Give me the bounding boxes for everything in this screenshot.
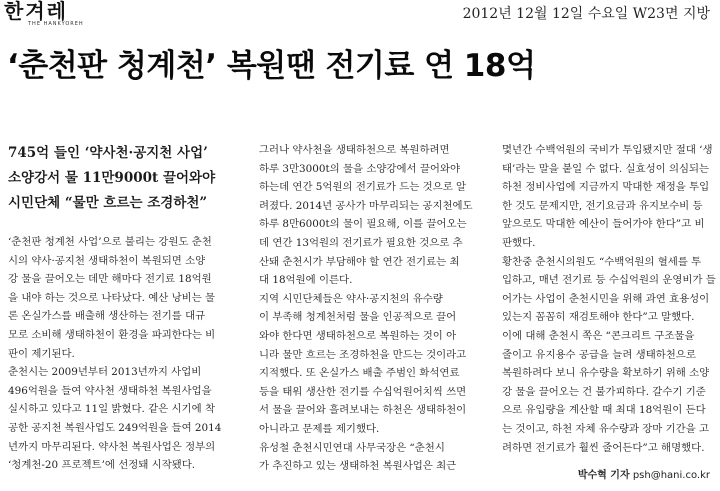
dateline: 2012년 12월 12일 수요일 W23면 지방 xyxy=(462,6,710,22)
byline-author: 박수혁 기자 xyxy=(577,470,630,481)
newspaper-logo xyxy=(4,1,124,31)
body-line: 496억원을 들여 약사천 생태하천 복원사업을 xyxy=(8,384,212,397)
body-line: 공한 공지천 복원사업도 249억원을 들여 2014 xyxy=(8,421,222,434)
body-line: 을 내야 하는 것으로 나타났다. 예산 낭비는 물 xyxy=(8,291,216,304)
body-line: 앞으로도 막대한 예산이 들어가야 한다”고 비 xyxy=(502,218,705,231)
body-line: 시의 약사·공지천 생태하천이 복원되면 소양 xyxy=(8,254,206,267)
body-line: 실시하고 있다고 11일 밝혔다. 같은 시기에 착 xyxy=(8,403,215,416)
body-line: 판했다. xyxy=(502,236,536,249)
body-line: 황찬중 춘천시의원도 “수백억원의 혈세를 투 xyxy=(502,255,702,268)
logo-subtitle: THE HANKYOREH xyxy=(28,21,84,27)
body-line: 서 물을 끌어와 흘려보내는 하천은 생태하천이 xyxy=(259,404,467,417)
subhead-line: 시민단체 “물만 흐르는 조경하천” xyxy=(8,195,208,211)
body-line: 복원하려다 보니 유수량을 확보하기 위해 소양 xyxy=(502,367,710,380)
body-line: 대 18억원에 이른다. xyxy=(259,274,353,287)
body-line: 론 온실가스를 배출해 생산하는 전기를 대규 xyxy=(8,310,206,323)
body-line: 하는데 연간 5억원의 전기료가 드는 것으로 알 xyxy=(259,181,467,194)
body-line: 가 추진하고 있는 생태하천 복원사업은 최근 xyxy=(259,460,457,473)
body-line: 이에 대해 춘천시 쪽은 “콘크리트 구조물을 xyxy=(502,329,695,342)
body-line: 강 물을 끌어오는 데만 해마다 전기료 18억원 xyxy=(8,273,212,286)
body-line: 한 것도 문제지만, 전기요금과 유지보수비 등 xyxy=(502,199,703,212)
subhead-line: 소양강서 물 11만9000t 끌어와야 xyxy=(8,170,216,186)
body-line: 유성철 춘천시민연대 사무국장은 “춘천시 xyxy=(259,441,445,454)
headline: ‘춘천판 청계천’ 복원땐 전기료 연 18억 xyxy=(7,48,536,84)
subheadline xyxy=(8,141,246,216)
body-line: 판이 제기된다. xyxy=(8,347,75,360)
body-line: 태’라는 말을 붙일 수 없다. 실효성이 의심되는 xyxy=(502,162,710,175)
article-column-1 xyxy=(8,233,234,475)
body-line: 이 부족해 청계천처럼 물을 인공적으로 끌어 xyxy=(259,311,457,324)
body-line: 그러나 약사천을 생태하천으로 복원하려면 xyxy=(259,144,450,156)
body-line: 려졌다. 2014년 공사가 마무리되는 공지천에도 xyxy=(259,199,473,212)
body-line: 니라 물만 흐르는 조경하천을 만드는 것이라고 xyxy=(259,348,467,361)
body-line: 려하면 전기료가 훨씬 줄어든다”고 해명했다. xyxy=(502,441,705,454)
body-line: 하루 8만6000t의 물이 필요해, 이를 끌어오는 xyxy=(259,218,467,231)
body-line: 줄이고 유지용수 공급을 늘려 생태하천으로 xyxy=(502,348,696,361)
body-line: 지적했다. 또 온실가스 배출 주범인 화석연료 xyxy=(259,367,460,380)
body-line: 데 연간 13억원의 전기료가 필요한 것으로 추 xyxy=(259,236,463,249)
article-column-3 xyxy=(502,141,716,457)
body-line: ‘청계천-20 프로젝트’에 선정돼 시작됐다. xyxy=(8,459,196,472)
article-column-2 xyxy=(259,141,485,476)
body-line: 으로 유입량을 계산할 때 최대 18억원이 든다 xyxy=(502,404,706,417)
body-line: 등을 태워 생산한 전기를 수십억원어치씩 쓰면 xyxy=(259,385,467,398)
byline-email: psh@hani.co.kr xyxy=(632,470,710,481)
body-line: 춘천시는 2009년부터 2013년까지 사업비 xyxy=(8,366,202,379)
body-line: 산돼 춘천시가 부담해야 할 연간 전기료는 최 xyxy=(259,255,460,268)
body-line: 있는지 꼼꼼히 재검토해야 한다”고 말했다. xyxy=(502,311,695,324)
body-line: 어가는 사업이 춘천시민을 위해 과연 효용성이 xyxy=(502,292,710,305)
body-line: 강 물을 끌어오는 건 불가피하다. 갈수기 기준 xyxy=(502,385,706,398)
body-line: 년까지 마무리된다. 약사천 복원사업은 정부의 xyxy=(8,440,216,453)
byline xyxy=(578,466,710,481)
body-line: 하천 정비사업에 지금까지 막대한 재정을 투입 xyxy=(502,181,710,194)
body-line: 아니라고 문제를 제기했다. xyxy=(259,422,380,435)
logo-wordmark: 한겨레 xyxy=(4,0,68,23)
body-line: 모로 소비해 생태하천이 환경을 파괴한다는 비 xyxy=(8,328,216,341)
body-line: 지역 시민단체들은 약사·공지천의 유수량 xyxy=(259,292,443,305)
body-line: ‘춘천판 청계천 사업’으로 불리는 강원도 춘천 xyxy=(8,236,212,248)
body-line: 하루 3만3000t의 물을 소양강에서 끌어와야 xyxy=(259,162,460,175)
body-line: 와야 한다면 생태하천으로 복원하는 것이 아 xyxy=(259,329,457,342)
body-line: 몇년간 수백억원의 국비가 투입됐지만 절대 ‘생 xyxy=(502,144,713,156)
subhead-line: 745억 들인 ‘약사천·공지천 사업’ xyxy=(8,145,208,161)
body-line: 는 것이고, 하천 자체 유수량과 장마 기간을 고 xyxy=(502,422,710,435)
body-line: 입하고, 매년 전기료 등 수십억원의 운영비가 들 xyxy=(502,274,716,287)
